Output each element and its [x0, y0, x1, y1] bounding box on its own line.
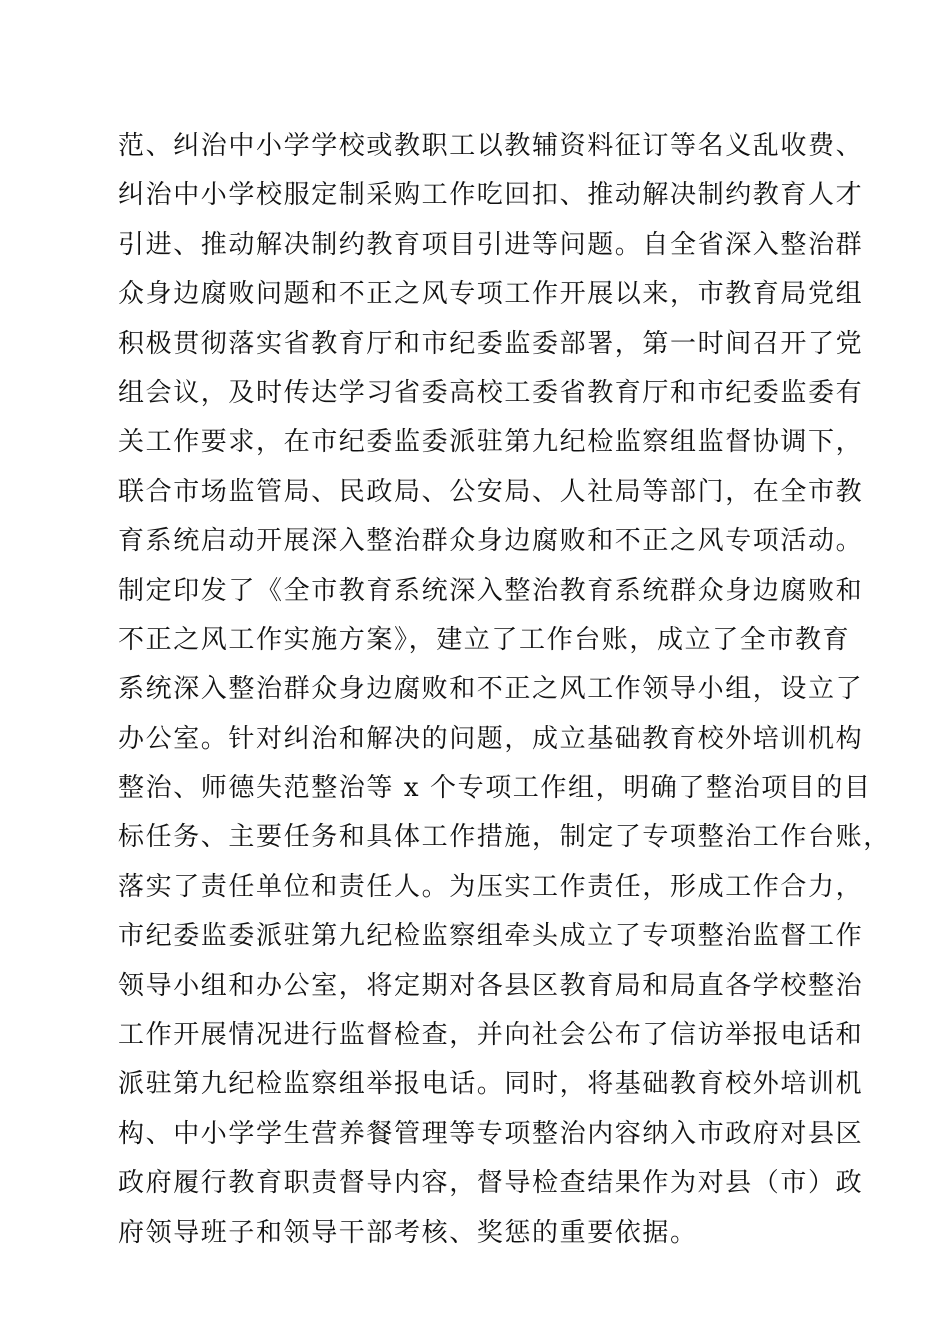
text-line: 联合市场监管局、民政局、公安局、人社局等部门，在全市教	[118, 476, 864, 507]
text-line: 育系统启动开展深入整治群众身边腐败和不正之风专项活动。	[118, 526, 864, 557]
text-line: 办公室。针对纠治和解决的问题，成立基础教育校外培训机构	[118, 723, 864, 754]
text-line: 政府履行教育职责督导内容，督导检查结果作为对县（市）政	[118, 1168, 864, 1199]
text-line: 领导小组和办公室，将定期对各县区教育局和局直各学校整治	[118, 970, 864, 1001]
text-line: 系统深入整治群众身边腐败和不正之风工作领导小组，设立了	[118, 674, 864, 705]
text-line: 市纪委监委派驻第九纪检监察组牵头成立了专项整治监督工作	[118, 921, 864, 952]
text-line: 纠治中小学校服定制采购工作吃回扣、推动解决制约教育人才	[118, 180, 864, 211]
text-line: 落实了责任单位和责任人。为压实工作责任，形成工作合力，	[118, 871, 864, 902]
text-line: 构、中小学学生营养餐管理等专项整治内容纳入市政府对县区	[118, 1118, 864, 1149]
text-line: 关工作要求，在市纪委监委派驻第九纪检监察组监督协调下，	[118, 427, 864, 458]
text-line: 工作开展情况进行监督检查，并向社会公布了信访举报电话和	[118, 1020, 864, 1051]
text-line: 众身边腐败问题和不正之风专项工作开展以来，市教育局党组	[118, 279, 864, 310]
text-line: 整治、师德失范整治等 x 个专项工作组，明确了整治项目的目	[118, 773, 872, 804]
text-line: 组会议，及时传达学习省委高校工委省教育厅和市纪委监委有	[118, 377, 864, 408]
text-line: 不正之风工作实施方案》，建立了工作台账，成立了全市教育	[118, 624, 851, 655]
body-paragraph	[118, 122, 891, 1258]
text-line: 引进、推动解决制约教育项目引进等问题。自全省深入整治群	[118, 229, 864, 260]
text-line: 制定印发了《全市教育系统深入整治教育系统群众身边腐败和	[118, 575, 864, 606]
text-line: 范、纠治中小学学校或教职工以教辅资料征订等名义乱收费、	[118, 131, 864, 161]
text-line: 派驻第九纪检监察组举报电话。同时，将基础教育校外培训机	[118, 1069, 864, 1100]
text-line: 积极贯彻落实省教育厅和市纪委监委部署，第一时间召开了党	[118, 328, 864, 359]
text-line: 府领导班子和领导干部考核、奖惩的重要依据。	[118, 1217, 698, 1248]
text-line: 标任务、主要任务和具体工作措施，制定了专项整治工作台账，	[118, 822, 891, 853]
